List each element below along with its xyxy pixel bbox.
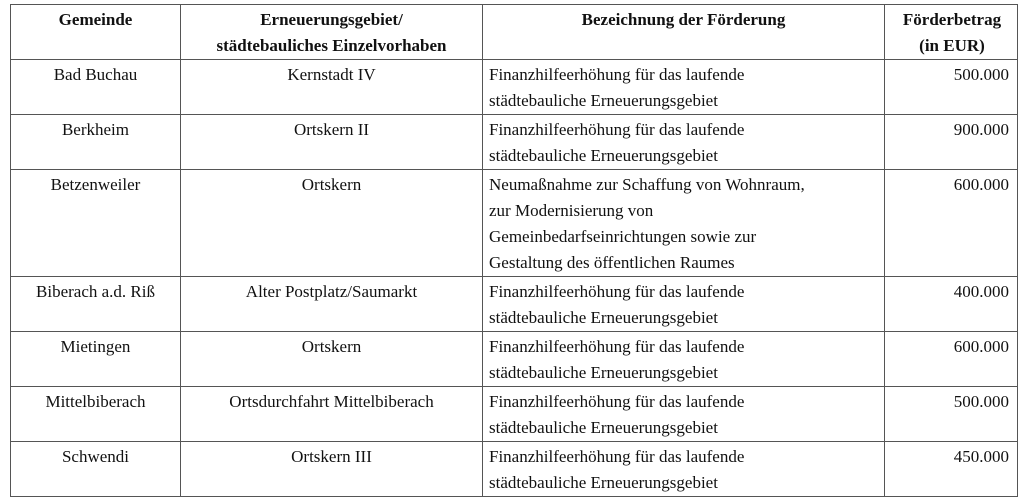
cell-gemeinde: Mittelbiberach bbox=[11, 387, 181, 442]
table-row bbox=[11, 115, 1018, 170]
cell-gebiet: Ortsdurchfahrt Mittelbiberach bbox=[181, 387, 483, 442]
cell-gemeinde: Betzenweiler bbox=[11, 170, 181, 277]
cell-bezeichnung: Finanzhilfeerhöhung für das laufende städtebauliche Erneuerungsgebiet bbox=[483, 387, 885, 442]
table-row bbox=[11, 387, 1018, 442]
table-row bbox=[11, 170, 1018, 277]
table-header-row bbox=[11, 5, 1018, 60]
table-row bbox=[11, 332, 1018, 387]
cell-gebiet: Kernstadt IV bbox=[181, 60, 483, 115]
cell-gemeinde: Berkheim bbox=[11, 115, 181, 170]
cell-betrag: 500.000 bbox=[885, 387, 1018, 442]
cell-gemeinde: Mietingen bbox=[11, 332, 181, 387]
cell-gemeinde: Bad Buchau bbox=[11, 60, 181, 115]
cell-bezeichnung: Finanzhilfeerhöhung für das laufende städtebauliche Erneuerungsgebiet bbox=[483, 277, 885, 332]
column-header-gebiet: Erneuerungsgebiet/ städtebauliches Einzelvorhaben bbox=[181, 5, 483, 60]
cell-gemeinde: Biberach a.d. Riß bbox=[11, 277, 181, 332]
column-header-betrag: Förderbetrag (in EUR) bbox=[885, 5, 1018, 60]
funding-table bbox=[10, 4, 1018, 497]
cell-gebiet: Ortskern bbox=[181, 332, 483, 387]
table-row bbox=[11, 277, 1018, 332]
cell-bezeichnung: Finanzhilfeerhöhung für das laufende städtebauliche Erneuerungsgebiet bbox=[483, 60, 885, 115]
cell-betrag: 900.000 bbox=[885, 115, 1018, 170]
cell-betrag: 500.000 bbox=[885, 60, 1018, 115]
cell-gemeinde: Schwendi bbox=[11, 442, 181, 497]
cell-gebiet: Ortskern III bbox=[181, 442, 483, 497]
cell-bezeichnung: Neumaßnahme zur Schaffung von Wohnraum, zur Modernisierung von Gemeinbedarfseinrichtungen sowie zur Gestaltung des öffentlichen Raumes bbox=[483, 170, 885, 277]
cell-gebiet: Ortskern bbox=[181, 170, 483, 277]
table-row bbox=[11, 60, 1018, 115]
cell-bezeichnung: Finanzhilfeerhöhung für das laufende städtebauliche Erneuerungsgebiet bbox=[483, 115, 885, 170]
cell-betrag: 600.000 bbox=[885, 332, 1018, 387]
column-header-gemeinde: Gemeinde bbox=[11, 5, 181, 60]
cell-gebiet: Alter Postplatz/Saumarkt bbox=[181, 277, 483, 332]
cell-bezeichnung: Finanzhilfeerhöhung für das laufende städtebauliche Erneuerungsgebiet bbox=[483, 332, 885, 387]
cell-betrag: 600.000 bbox=[885, 170, 1018, 277]
cell-bezeichnung: Finanzhilfeerhöhung für das laufende städtebauliche Erneuerungsgebiet bbox=[483, 442, 885, 497]
column-header-bezeichnung: Bezeichnung der Förderung bbox=[483, 5, 885, 60]
cell-betrag: 450.000 bbox=[885, 442, 1018, 497]
cell-gebiet: Ortskern II bbox=[181, 115, 483, 170]
table-row bbox=[11, 442, 1018, 497]
cell-betrag: 400.000 bbox=[885, 277, 1018, 332]
